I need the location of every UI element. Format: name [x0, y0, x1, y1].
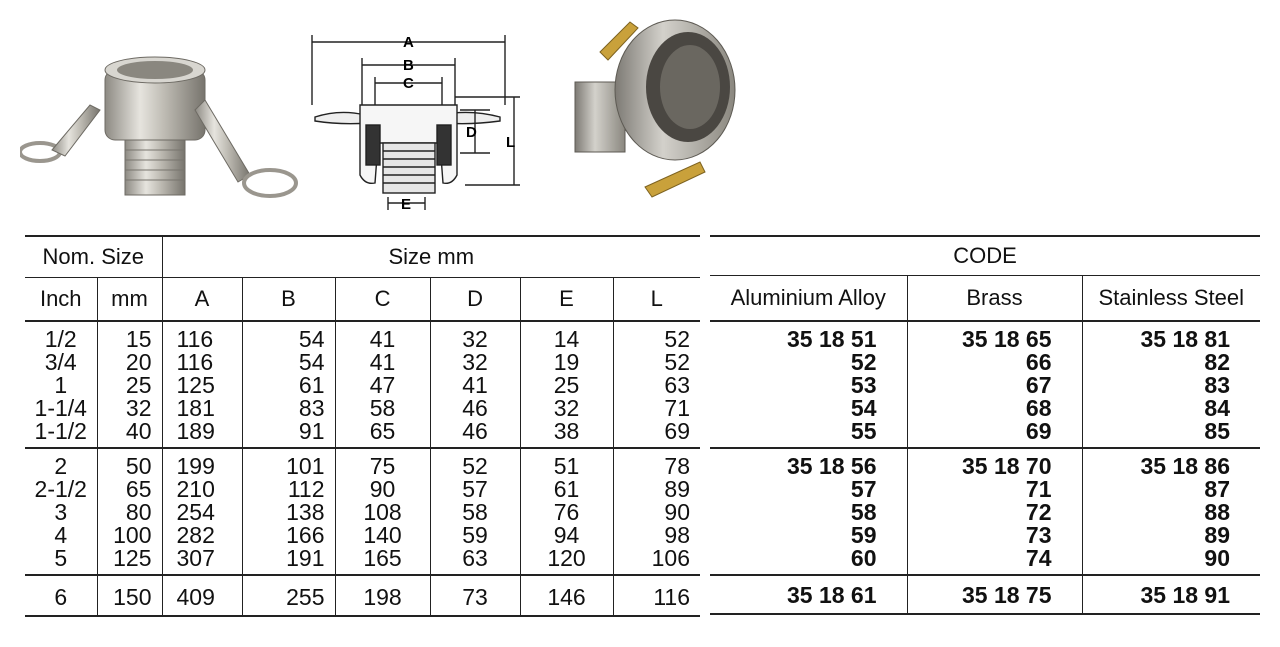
- label-c: C: [403, 75, 414, 92]
- cell-mm: [97, 321, 162, 448]
- code-value: 89: [1204, 522, 1230, 548]
- cell-l: [613, 448, 700, 575]
- value: 65: [369, 418, 396, 444]
- value: 41: [462, 372, 488, 398]
- cell-b: [242, 448, 335, 575]
- value: 106: [651, 545, 691, 571]
- value: 63: [664, 372, 691, 398]
- value: 57: [462, 476, 488, 502]
- nom-size-header: Nom. Size: [25, 236, 162, 278]
- value: 38: [553, 418, 580, 444]
- value: 61: [298, 372, 325, 398]
- label-b: B: [403, 57, 414, 74]
- code-value: 55: [850, 418, 877, 444]
- value: 25: [125, 372, 152, 398]
- value: 101: [286, 453, 325, 479]
- code-value: 83: [1204, 372, 1230, 398]
- code-header: CODE: [710, 236, 1260, 276]
- value: 46: [462, 395, 488, 421]
- value: 58: [462, 499, 488, 525]
- value: 282: [176, 522, 215, 548]
- label-d: D: [466, 124, 477, 141]
- code-value: 85: [1204, 418, 1230, 444]
- value: 83: [298, 395, 325, 421]
- value: 146: [547, 584, 586, 610]
- value: 80: [125, 499, 152, 525]
- cell-a: [162, 575, 242, 616]
- code-row-group: [710, 448, 1260, 575]
- cell-b: [242, 321, 335, 448]
- code-value: 52: [850, 349, 877, 375]
- code-value: 35 18 65: [961, 326, 1052, 352]
- value: 1-1/2: [34, 418, 87, 444]
- value: 54: [298, 349, 325, 375]
- value: 5: [54, 545, 68, 571]
- size-row-group: [25, 321, 700, 448]
- value: 65: [125, 476, 152, 502]
- col-mm: mm: [97, 278, 162, 322]
- code-value: 69: [1025, 418, 1052, 444]
- value: 210: [176, 476, 215, 502]
- code-value: 84: [1204, 395, 1230, 421]
- value: 181: [176, 395, 215, 421]
- value: 54: [298, 326, 325, 352]
- value: 199: [176, 453, 215, 479]
- value: 89: [664, 476, 691, 502]
- value: 63: [462, 545, 488, 571]
- value: 32: [125, 395, 152, 421]
- code-value: 60: [850, 545, 877, 571]
- code-value: 35 18 86: [1140, 453, 1230, 479]
- cell-d: [430, 448, 520, 575]
- value: 98: [664, 522, 691, 548]
- col-a: A: [162, 278, 242, 322]
- code-value: 90: [1204, 545, 1230, 571]
- value: 59: [462, 522, 488, 548]
- code-value: 59: [850, 522, 877, 548]
- label-a: A: [403, 34, 414, 51]
- code-value: 35 18 75: [961, 582, 1052, 608]
- code-value: 54: [850, 395, 877, 421]
- value: 47: [369, 372, 396, 398]
- cell-e: [520, 321, 613, 448]
- value: 125: [113, 545, 152, 571]
- value: 52: [664, 326, 691, 352]
- value: 138: [286, 499, 325, 525]
- value: 71: [664, 395, 691, 421]
- code-value: 35 18 51: [786, 326, 877, 352]
- cell-e: [520, 448, 613, 575]
- code-value: 35 18 91: [1140, 582, 1230, 608]
- value: 90: [369, 476, 396, 502]
- value: 19: [553, 349, 580, 375]
- value: 108: [363, 499, 402, 525]
- value: 14: [553, 326, 580, 352]
- value: 191: [286, 545, 325, 571]
- value: 2-1/2: [34, 476, 87, 502]
- value: 78: [664, 453, 691, 479]
- code-value: 68: [1025, 395, 1052, 421]
- cell-b: [242, 575, 335, 616]
- label-l: L: [506, 134, 516, 151]
- cell-c: [335, 448, 430, 575]
- value: 100: [113, 522, 152, 548]
- value: 61: [553, 476, 580, 502]
- code-value: 35 18 81: [1140, 326, 1230, 352]
- value: 91: [298, 418, 325, 444]
- value: 90: [664, 499, 691, 525]
- value: 2: [54, 453, 68, 479]
- cell-e: [520, 575, 613, 616]
- value: 116: [176, 326, 214, 352]
- value: 15: [125, 326, 152, 352]
- code-value: 35 18 61: [786, 582, 877, 608]
- value: 116: [176, 349, 214, 375]
- value: 25: [553, 372, 580, 398]
- code-value: 88: [1204, 499, 1230, 525]
- size-row-group: [25, 448, 700, 575]
- cell-mm: [97, 575, 162, 616]
- col-e: E: [520, 278, 613, 322]
- value: 1-1/4: [34, 395, 87, 421]
- cell-inch: [25, 321, 97, 448]
- value: 116: [653, 584, 691, 610]
- value: 6: [54, 584, 68, 610]
- value: 3: [54, 499, 68, 525]
- code-value: 35 18 70: [961, 453, 1052, 479]
- value: 52: [664, 349, 691, 375]
- value: 165: [363, 545, 402, 571]
- col-brass: Brass: [907, 276, 1082, 322]
- cell-inch: [25, 448, 97, 575]
- value: 58: [369, 395, 396, 421]
- value: 41: [369, 349, 396, 375]
- size-mm-header: Size mm: [162, 236, 700, 278]
- cell-d: [430, 321, 520, 448]
- code-cell-ss: [1082, 321, 1260, 448]
- col-aluminium: Aluminium Alloy: [710, 276, 907, 322]
- value: 32: [462, 326, 488, 352]
- cell-c: [335, 321, 430, 448]
- code-row-group: [710, 321, 1260, 448]
- col-inch: Inch: [25, 278, 97, 322]
- value: 255: [286, 584, 325, 610]
- value: 73: [462, 584, 488, 610]
- dimension-diagram: [300, 25, 550, 215]
- value: 254: [176, 499, 215, 525]
- cell-l: [613, 575, 700, 616]
- code-cell-alu: [710, 448, 907, 575]
- value: 46: [462, 418, 488, 444]
- code-value: 74: [1025, 545, 1052, 571]
- code-value: 71: [1025, 476, 1052, 502]
- code-cell-alu: [710, 321, 907, 448]
- code-row-group: [710, 575, 1260, 614]
- value: 3/4: [44, 349, 77, 375]
- value: 51: [553, 453, 580, 479]
- code-cell-brass: [907, 448, 1082, 575]
- value: 112: [287, 476, 325, 502]
- col-stainless: Stainless Steel: [1082, 276, 1260, 322]
- col-d: D: [430, 278, 520, 322]
- value: 20: [125, 349, 152, 375]
- value: 75: [369, 453, 396, 479]
- code-cell-alu: [710, 575, 907, 614]
- value: 198: [363, 584, 402, 610]
- col-b: B: [242, 278, 335, 322]
- value: 94: [553, 522, 580, 548]
- coupler-photo-aluminium: [570, 12, 745, 207]
- value: 166: [286, 522, 325, 548]
- value: 76: [553, 499, 580, 525]
- value: 69: [664, 418, 691, 444]
- value: 41: [369, 326, 396, 352]
- value: 32: [462, 349, 488, 375]
- label-e: E: [401, 196, 412, 213]
- code-value: 87: [1204, 476, 1230, 502]
- code-value: 58: [850, 499, 877, 525]
- col-c: C: [335, 278, 430, 322]
- value: 307: [176, 545, 215, 571]
- value: 1: [54, 372, 68, 398]
- coupler-photo-stainless: [20, 50, 305, 210]
- col-l: L: [613, 278, 700, 322]
- cell-a: [162, 448, 242, 575]
- value: 32: [553, 395, 580, 421]
- code-value: 73: [1025, 522, 1052, 548]
- value: 52: [462, 453, 488, 479]
- value: 125: [176, 372, 215, 398]
- value: 120: [547, 545, 586, 571]
- code-value: 35 18 56: [786, 453, 877, 479]
- value: 4: [54, 522, 68, 548]
- code-cell-ss: [1082, 575, 1260, 614]
- code-cell-brass: [907, 321, 1082, 448]
- value: 50: [125, 453, 152, 479]
- value: 150: [113, 584, 152, 610]
- value: 40: [125, 418, 152, 444]
- value: 140: [363, 522, 402, 548]
- code-table: [710, 235, 1260, 615]
- size-table: [25, 235, 700, 617]
- code-cell-ss: [1082, 448, 1260, 575]
- value: 1/2: [44, 326, 77, 352]
- cell-d: [430, 575, 520, 616]
- value: 189: [176, 418, 215, 444]
- value: 409: [176, 584, 215, 610]
- code-value: 67: [1025, 372, 1052, 398]
- code-value: 57: [850, 476, 877, 502]
- code-value: 72: [1025, 499, 1052, 525]
- code-cell-brass: [907, 575, 1082, 614]
- cell-mm: [97, 448, 162, 575]
- cell-c: [335, 575, 430, 616]
- cell-inch: [25, 575, 97, 616]
- code-value: 82: [1204, 349, 1230, 375]
- cell-l: [613, 321, 700, 448]
- code-value: 53: [850, 372, 877, 398]
- code-value: 66: [1025, 349, 1052, 375]
- cell-a: [162, 321, 242, 448]
- size-row-group: [25, 575, 700, 616]
